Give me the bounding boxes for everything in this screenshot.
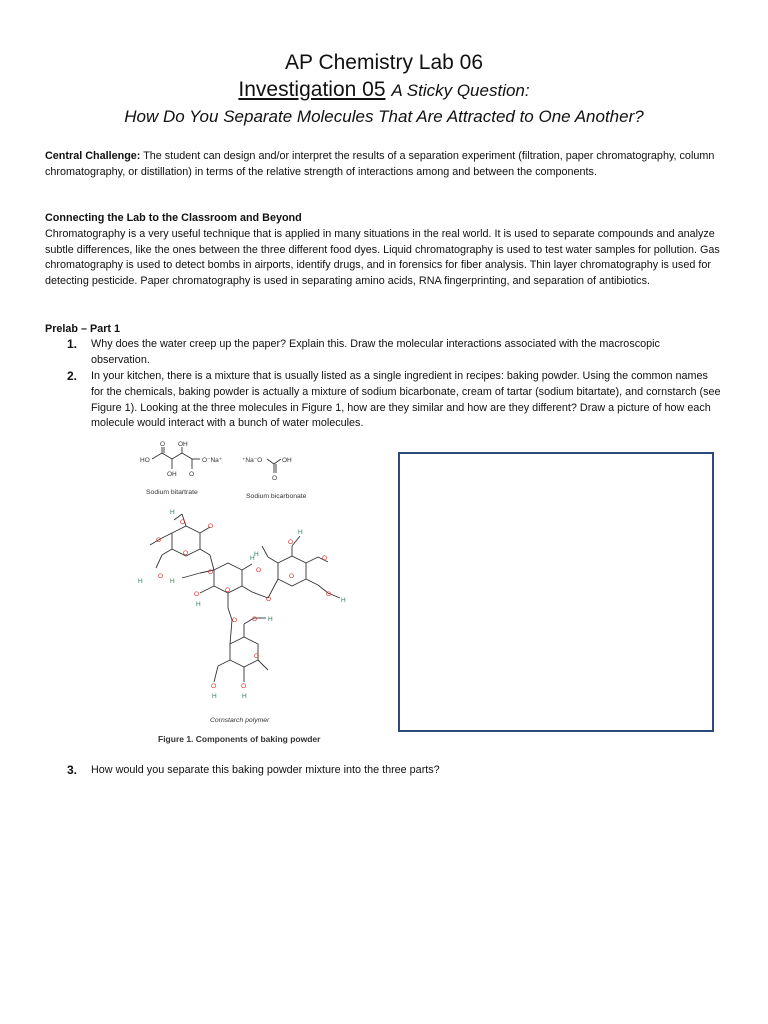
- atom-label: O: [189, 471, 195, 478]
- connecting-text: Chromatography is a very useful technique that is applied in many situations in the real world. It is used to separate compounds and analyze subtle differences, like the ones between the three different food dyes. Liquid chromatography is used to test water samples for pollution. Gas chromatography is used to detect bombs in airports, identify drugs, and in forensics for fiber analysis. Thin layer chromatography is used for detecting pesticide. Paper chromatography is used in separating amino acids, RNA fingerprinting, and separation of antibiotics.: [45, 227, 720, 288]
- atom-label: O⁻Na⁺: [202, 457, 223, 464]
- atom-label: H: [250, 555, 255, 562]
- atom-label: O: [208, 523, 214, 530]
- connecting-section: [45, 211, 725, 290]
- title-block: [0, 50, 768, 129]
- question-number: 1.: [67, 337, 78, 351]
- question-number: 3.: [67, 763, 78, 777]
- atom-label: O: [180, 519, 186, 526]
- atom-label: H: [298, 529, 303, 536]
- bicarbonate-bonds: [267, 459, 281, 473]
- atom-label: O: [254, 653, 260, 660]
- question-text: In your kitchen, there is a mixture that is usually listed as a single ingredient in recipes: baking powder. Using the common names for the chemicals, baking powder is actually a mixture of sodium bicarbonate, cream of tartar (sodium bitartate), and cornstarch (see Figure 1). Looking at the three molecules in Figure 1, how are they similar and how are they different? Draw a picture of how each molecule would interact with a bunch of water molecules.: [91, 370, 721, 430]
- atom-label: O: [288, 539, 294, 546]
- atom-label: H: [254, 551, 259, 558]
- connecting-heading: Connecting the Lab to the Classroom and Beyond: [45, 212, 302, 224]
- atom-label: O: [289, 573, 295, 580]
- central-challenge-text: The student can design and/or interpret the results of a separation experiment (filtration, paper chromatography, column chromatography, or distillation) in terms of the relative strength of interactions among and between the components.: [45, 150, 715, 178]
- atom-label: H: [341, 597, 346, 604]
- cornstarch-label: Cornstarch polymer: [210, 717, 270, 724]
- atom-label: O: [232, 617, 238, 624]
- investigation-question: How Do You Separate Molecules That Are Attracted to One Another?: [124, 107, 644, 126]
- atom-label: H: [268, 616, 273, 623]
- atom-label: H: [138, 578, 143, 585]
- atom-label: H: [212, 693, 217, 700]
- atom-label: H: [170, 578, 175, 585]
- page-title: AP Chemistry Lab 06: [284, 51, 484, 74]
- atom-label: O: [225, 587, 231, 594]
- central-challenge: [45, 149, 725, 181]
- investigation-subtitle: A Sticky Question:: [391, 81, 530, 100]
- bitartrate-bonds: [152, 447, 200, 469]
- atom-label: O: [272, 475, 278, 482]
- atom-label: ⁺Na⁻O: [242, 457, 263, 464]
- atom-label: H: [196, 601, 201, 608]
- atom-label: O: [252, 616, 258, 623]
- central-challenge-label: Central Challenge:: [45, 150, 141, 162]
- question-text: How would you separate this baking powder mixture into the three parts?: [91, 764, 440, 776]
- answer-drawing-box[interactable]: [398, 452, 714, 732]
- atom-label: OH: [167, 471, 177, 478]
- figure-caption: Figure 1. Components of baking powder: [158, 734, 321, 744]
- baking-powder-structures: [130, 438, 360, 750]
- question-text: Why does the water creep up the paper? Explain this. Draw the molecular interactions associated with the macroscopic observation.: [91, 338, 660, 366]
- atom-label: OH: [178, 441, 188, 448]
- atom-label: O: [156, 537, 162, 544]
- bitartrate-label: Sodium bitartrate: [146, 489, 198, 496]
- atom-label: O: [208, 569, 214, 576]
- atom-label: O: [183, 550, 189, 557]
- question-number: 2.: [67, 369, 78, 383]
- atom-label: O: [326, 591, 332, 598]
- cornstarch-atoms: [138, 509, 346, 700]
- atom-label: O: [241, 683, 247, 690]
- atom-label: O: [160, 441, 166, 448]
- atom-label: O: [211, 683, 217, 690]
- atom-label: O: [322, 555, 328, 562]
- atom-label: O: [158, 573, 164, 580]
- atom-label: O: [256, 567, 262, 574]
- atom-label: O: [194, 591, 200, 598]
- atom-label: HO: [140, 457, 150, 464]
- cornstarch-bonds: [150, 514, 340, 682]
- investigation-line: [0, 77, 768, 104]
- bitartrate-atoms: [140, 441, 223, 496]
- prelab-heading: Prelab – Part 1: [45, 323, 121, 335]
- atom-label: H: [242, 693, 247, 700]
- investigation-label: Investigation 05: [238, 78, 386, 101]
- bicarbonate-label: Sodium bicarbonate: [246, 493, 307, 500]
- atom-label: O: [266, 596, 272, 603]
- figure-1: [130, 438, 360, 750]
- atom-label: OH: [282, 457, 292, 464]
- atom-label: H: [170, 509, 175, 516]
